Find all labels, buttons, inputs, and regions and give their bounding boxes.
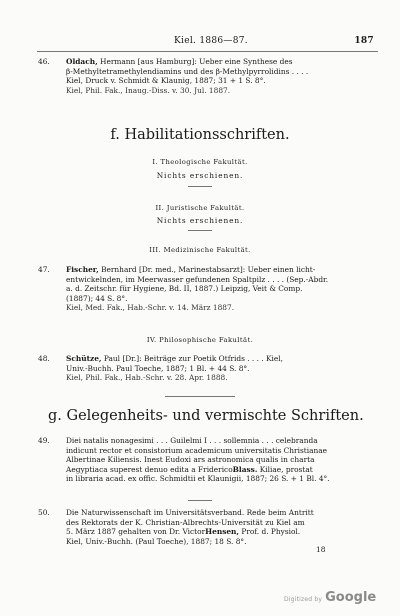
entry-text: Kiel, Univ.-Buchh. (Paul Toeche), 1887; 18 S. 8°. [66,536,247,546]
entry-text: Diei natalis nonagesimi . . . Guilelmi I . . . sollemnia . . . celebranda [66,436,318,445]
author-name: Schütze, [66,354,102,363]
faculty-heading-philosophy: IV. Philosophische Fakultät. [146,336,254,344]
section-divider [165,396,235,397]
nothing-published: Nichts erschienen. [156,171,244,180]
entry-text: β-Methyltetramethylendiamins und des β-Methylpyrrolidins . . . . [66,66,309,76]
entry-text: Kiliae, prostat [257,464,313,474]
entry-body [66,354,376,373]
faculty-heading-medicine: III. Medizinische Fakultät. [149,246,251,254]
header-title: Kiel. 1886—87. [174,36,248,46]
faculty-heading-law: II. Juristische Fakultät. [155,204,245,212]
running-header [0,36,400,50]
entry-number: 46. [38,57,50,66]
entry-note: Kiel, Med. Fak., Hab.-Schr. v. 14. März 1887. [66,303,235,313]
author-name: Fischer, [66,265,99,274]
entry-text: des Rektorats der K. Christian-Albrechts-Universität zu Kiel am [66,517,305,527]
entry-body [66,508,376,546]
entry-text: (1887); 44 S. 8°. [66,293,128,303]
page-number: 187 [354,36,374,46]
entry-text: Hermann [aus Hamburg]: Ueber eine Synthese des [97,57,293,66]
divider [188,230,212,231]
header-rule [37,51,378,52]
entry-text: Bernhard [Dr. med., Marinestabsarzt]: Ueber einen licht- [98,265,316,274]
entry-note: Kiel, Phil. Fak., Hab.-Schr. v. 28. Apr. 1888. [66,373,228,383]
entry-text: a. d. Zeitschr. für Hygiene, Bd. II, 1887.) Leipzig, Veit & Comp. [66,284,303,294]
entry-text: entwickelnden, im Meerwasser gefundenen Spaltpilz . . . . (Sep.-Abdr. [66,274,329,284]
faculty-heading-theology: I. Theologische Fakultät. [152,158,248,166]
entry-text: Paul [Dr.]: Beiträge zur Poetik Otfrids . . . . Kiel, [101,354,283,363]
divider [188,500,212,501]
watermark-logo: Google [325,590,377,605]
google-watermark [284,586,376,605]
entry-number: 47. [38,265,50,274]
entry-50 [38,508,376,546]
divider [188,186,212,187]
entry-body [66,57,376,86]
section-f-title: f. Habilitationsschriften. [110,127,290,143]
entry-text: Univ.-Buchh. Paul Toeche, 1887; 1 Bl. + 44 S. 8°. [66,363,250,373]
entry-text: Die Naturwissenschaft im Universitätsverband. Rede beim Antritt [66,508,314,517]
author-name: Blass. [232,464,258,474]
entry-text: Kiel, Druck v. Schmidt & Klaunig, 1887; 31 + 1 S. 8°. [66,76,266,86]
entry-46 [38,57,376,95]
entry-text: Aegyptiaca superest denuo edita a Friderico [66,464,233,474]
watermark-small-text: Digitized by [284,596,323,603]
entry-number: 50. [38,508,50,517]
entry-text: in libraria acad. ex offic. Schmidtii et Klaunigii, 1887; 26 S. + 1 Bl. 4°. [66,474,330,484]
signature-mark: 18 [316,545,326,554]
entry-text: indicunt rector et consistorium academicum universitatis Christianae [66,445,328,455]
nothing-published: Nichts erschienen. [156,216,244,225]
entry-number: 48. [38,354,50,363]
entry-note: Kiel, Phil. Fak., Inaug.-Diss. v. 30. Jul. 1887. [66,85,231,95]
entry-48 [38,354,376,383]
entry-body [66,436,376,484]
entry-text: 5. März 1887 gehalten von Dr. Victor [66,527,206,537]
author-name: Oldach, [66,57,98,66]
section-g-title: g. Gelegenheits- und vermischte Schriften. [48,408,364,424]
entry-body [66,265,376,303]
entry-number: 49. [38,436,50,445]
author-name: Hensen, [205,527,240,537]
entry-text: Albertinae Kiliensis. Inest Eudoxi ars astronomica qualis in charta [66,455,315,465]
entry-49 [38,436,376,484]
entry-47 [38,265,376,313]
entry-text: Prof. d. Physiol. [239,527,301,537]
